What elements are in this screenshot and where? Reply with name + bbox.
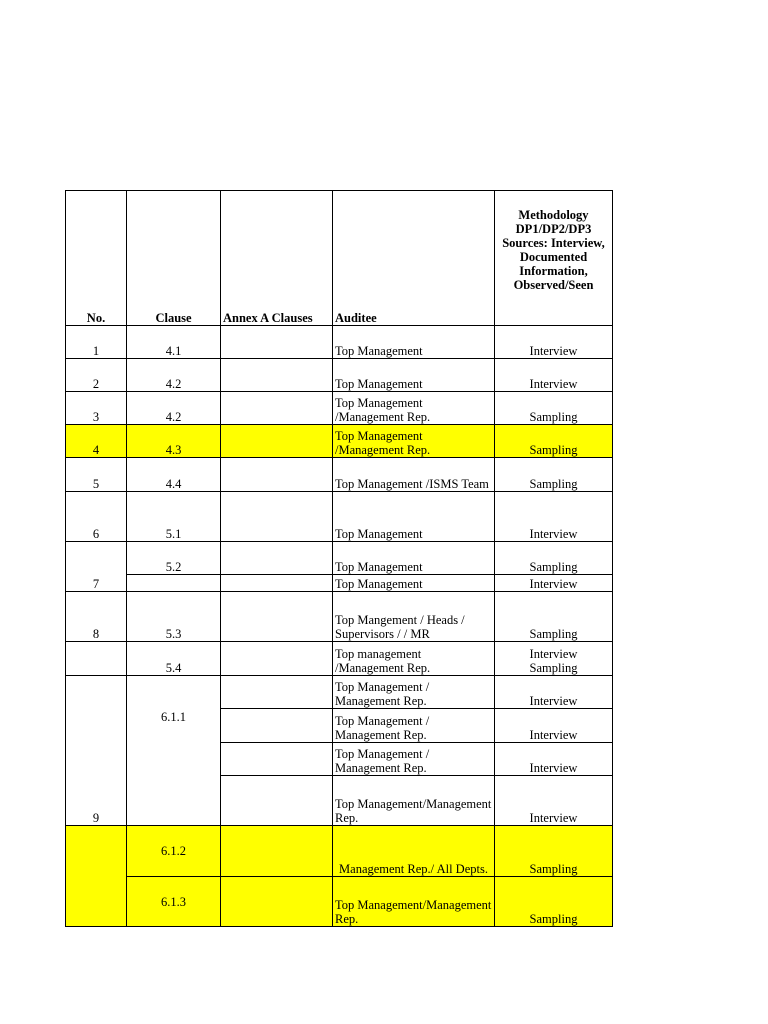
cell-method: Sampling	[495, 877, 613, 927]
cell-no: 8	[66, 592, 127, 642]
cell-clause: 4.2	[127, 392, 221, 425]
cell-no	[66, 642, 127, 676]
cell-clause: 5.3	[127, 592, 221, 642]
cell-annex	[221, 642, 333, 676]
cell-auditee: Top Management/Management Rep.	[333, 776, 495, 826]
cell-auditee: Top management /Management Rep.	[333, 642, 495, 676]
table-row-highlighted	[66, 826, 613, 877]
table-row	[66, 326, 613, 359]
cell-method: Sampling	[495, 392, 613, 425]
cell-auditee: Top Management	[333, 326, 495, 359]
audit-plan-table	[65, 190, 613, 927]
cell-auditee: Top Management /Management Rep.	[333, 425, 495, 458]
cell-clause: 6.1.2	[127, 826, 221, 877]
cell-method: Sampling	[495, 592, 613, 642]
cell-no: 4	[66, 425, 127, 458]
cell-annex	[221, 425, 333, 458]
table-row	[66, 575, 613, 592]
table-row	[66, 592, 613, 642]
cell-clause: 4.2	[127, 359, 221, 392]
cell-clause: 4.1	[127, 326, 221, 359]
cell-method: Interview	[495, 776, 613, 826]
cell-annex	[221, 709, 333, 743]
cell-annex	[221, 776, 333, 826]
table-row	[66, 458, 613, 492]
cell-no: 1	[66, 326, 127, 359]
header-no: No.	[66, 191, 127, 326]
cell-auditee: Top Management /ISMS Team	[333, 458, 495, 492]
table-row	[66, 392, 613, 425]
cell-auditee: Management Rep./ All Depts.	[333, 826, 495, 877]
cell-auditee: Top Management / Management Rep.	[333, 709, 495, 743]
cell-clause: 4.3	[127, 425, 221, 458]
cell-clause: 5.4	[127, 642, 221, 676]
header-methodology: Methodology DP1/DP2/DP3 Sources: Interview, Documented Information, Observed/Seen	[495, 191, 613, 326]
cell-auditee: Top Management	[333, 542, 495, 575]
cell-method: Interview	[495, 326, 613, 359]
cell-method: Interview	[495, 575, 613, 592]
table-row	[66, 359, 613, 392]
cell-method: Interview	[495, 676, 613, 709]
cell-no: 6	[66, 492, 127, 542]
cell-no: 3	[66, 392, 127, 425]
cell-method: Interview	[495, 359, 613, 392]
cell-method: Sampling	[495, 826, 613, 877]
cell-annex	[221, 826, 333, 877]
cell-method: Sampling	[495, 458, 613, 492]
cell-annex	[221, 542, 333, 575]
cell-clause: 5.2	[127, 542, 221, 575]
cell-clause: 5.1	[127, 492, 221, 542]
cell-no	[66, 826, 127, 927]
cell-method: Sampling	[495, 425, 613, 458]
cell-method: Interview	[495, 709, 613, 743]
cell-method: Sampling	[495, 542, 613, 575]
cell-annex	[221, 592, 333, 642]
cell-annex	[221, 392, 333, 425]
table-row	[66, 642, 613, 676]
header-annex: Annex A Clauses	[221, 191, 333, 326]
cell-auditee: Top Management/Management Rep.	[333, 877, 495, 927]
cell-no: 2	[66, 359, 127, 392]
cell-clause: 6.1.1	[127, 676, 221, 826]
method-line: Sampling	[529, 661, 578, 675]
cell-method: Interview	[495, 743, 613, 776]
cell-no: 9	[66, 676, 127, 826]
header-row	[66, 191, 613, 326]
cell-annex	[221, 326, 333, 359]
cell-annex	[221, 359, 333, 392]
table-row-highlighted	[66, 877, 613, 927]
cell-auditee: Top Management	[333, 359, 495, 392]
cell-no: 5	[66, 458, 127, 492]
table-row-highlighted	[66, 425, 613, 458]
table-row	[66, 492, 613, 542]
cell-annex	[221, 458, 333, 492]
method-line: Interview	[529, 647, 578, 661]
header-clause: Clause	[127, 191, 221, 326]
cell-annex	[221, 743, 333, 776]
cell-auditee: Top Management / Management Rep.	[333, 676, 495, 709]
cell-method	[495, 642, 613, 676]
cell-clause: 6.1.3	[127, 877, 221, 927]
cell-clause	[127, 575, 221, 592]
cell-auditee: Top Management /Management Rep.	[333, 392, 495, 425]
table-row	[66, 542, 613, 575]
cell-auditee: Top Management	[333, 492, 495, 542]
cell-annex	[221, 877, 333, 927]
table-row	[66, 676, 613, 709]
cell-annex	[221, 492, 333, 542]
header-auditee: Auditee	[333, 191, 495, 326]
cell-method: Interview	[495, 492, 613, 542]
cell-auditee: Top Mangement / Heads / Supervisors / / MR	[333, 592, 495, 642]
cell-annex	[221, 676, 333, 709]
cell-no: 7	[66, 542, 127, 592]
cell-clause: 4.4	[127, 458, 221, 492]
cell-annex	[221, 575, 333, 592]
cell-auditee: Top Management	[333, 575, 495, 592]
cell-auditee: Top Management / Management Rep.	[333, 743, 495, 776]
